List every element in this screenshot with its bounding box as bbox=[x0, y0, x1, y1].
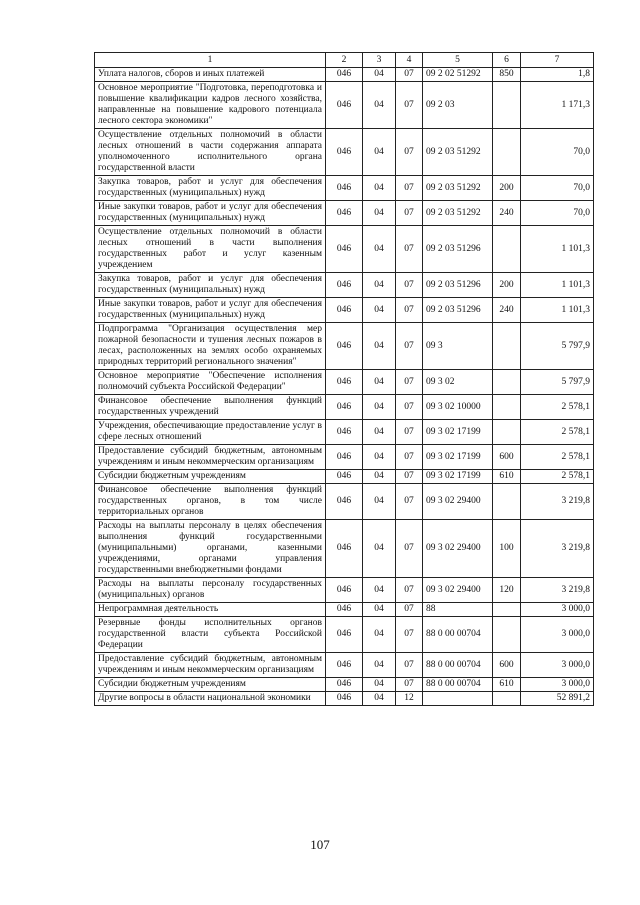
section-cell: 04 bbox=[363, 370, 396, 395]
subsection-cell: 07 bbox=[396, 578, 423, 603]
code-cell: 046 bbox=[326, 653, 363, 678]
section-cell: 04 bbox=[363, 578, 396, 603]
amount-cell: 1 171,3 bbox=[521, 82, 594, 129]
table-row bbox=[95, 520, 594, 578]
amount-cell: 3 000,0 bbox=[521, 678, 594, 692]
row-name-cell: Закупка товаров, работ и услуг для обеспечения государственных (муниципальных) нужд bbox=[95, 273, 326, 298]
table-row bbox=[95, 603, 594, 617]
expense-type-cell bbox=[493, 395, 521, 420]
expense-type-cell bbox=[493, 370, 521, 395]
expense-type-cell: 240 bbox=[493, 201, 521, 226]
subsection-cell: 07 bbox=[396, 68, 423, 82]
section-cell: 04 bbox=[363, 484, 396, 520]
code-cell: 046 bbox=[326, 129, 363, 176]
row-name-cell: Резервные фонды исполнительных органов государственной власти субъекта Российской Федерации bbox=[95, 617, 326, 653]
code-cell: 046 bbox=[326, 201, 363, 226]
section-cell: 04 bbox=[363, 470, 396, 484]
amount-cell: 1 101,3 bbox=[521, 273, 594, 298]
amount-cell: 70,0 bbox=[521, 201, 594, 226]
code-cell: 046 bbox=[326, 68, 363, 82]
amount-cell: 2 578,1 bbox=[521, 445, 594, 470]
subsection-cell: 07 bbox=[396, 129, 423, 176]
row-name-cell: Предоставление субсидий бюджетным, автономным учреждениям и иным некоммерческим организациям bbox=[95, 445, 326, 470]
amount-cell: 70,0 bbox=[521, 129, 594, 176]
expense-type-cell bbox=[493, 82, 521, 129]
amount-cell: 3 000,0 bbox=[521, 603, 594, 617]
subsection-cell: 07 bbox=[396, 273, 423, 298]
section-cell: 04 bbox=[363, 692, 396, 706]
subsection-cell: 07 bbox=[396, 445, 423, 470]
amount-cell: 1,8 bbox=[521, 68, 594, 82]
code-cell: 046 bbox=[326, 692, 363, 706]
target-article-cell: 09 3 02 29400 bbox=[423, 578, 493, 603]
column-header: 2 bbox=[326, 53, 363, 68]
target-article-cell: 88 bbox=[423, 603, 493, 617]
amount-cell: 52 891,2 bbox=[521, 692, 594, 706]
amount-cell: 1 101,3 bbox=[521, 226, 594, 273]
subsection-cell: 07 bbox=[396, 484, 423, 520]
table-header-row bbox=[95, 53, 594, 68]
code-cell: 046 bbox=[326, 323, 363, 370]
table-row bbox=[95, 653, 594, 678]
expense-type-cell: 100 bbox=[493, 520, 521, 578]
subsection-cell: 07 bbox=[396, 678, 423, 692]
target-article-cell: 09 2 03 51296 bbox=[423, 273, 493, 298]
row-name-cell: Закупка товаров, работ и услуг для обеспечения государственных (муниципальных) нужд bbox=[95, 176, 326, 201]
code-cell: 046 bbox=[326, 678, 363, 692]
expense-type-cell bbox=[493, 603, 521, 617]
row-name-cell: Иные закупки товаров, работ и услуг для обеспечения государственных (муниципальных) нужд bbox=[95, 298, 326, 323]
row-name-cell: Предоставление субсидий бюджетным, автономным учреждениям и иным некоммерческим организациям bbox=[95, 653, 326, 678]
code-cell: 046 bbox=[326, 82, 363, 129]
target-article-cell: 09 3 bbox=[423, 323, 493, 370]
section-cell: 04 bbox=[363, 678, 396, 692]
expense-type-cell: 240 bbox=[493, 298, 521, 323]
amount-cell: 3 000,0 bbox=[521, 653, 594, 678]
subsection-cell: 07 bbox=[396, 617, 423, 653]
section-cell: 04 bbox=[363, 323, 396, 370]
expense-type-cell bbox=[493, 323, 521, 370]
table-row bbox=[95, 370, 594, 395]
expense-type-cell: 600 bbox=[493, 445, 521, 470]
table-body bbox=[95, 68, 594, 706]
table-row bbox=[95, 298, 594, 323]
target-article-cell: 09 2 03 51292 bbox=[423, 176, 493, 201]
expense-type-cell: 610 bbox=[493, 470, 521, 484]
expense-type-cell: 200 bbox=[493, 273, 521, 298]
column-header: 7 bbox=[521, 53, 594, 68]
subsection-cell: 07 bbox=[396, 653, 423, 678]
amount-cell: 3 219,8 bbox=[521, 520, 594, 578]
row-name-cell: Осуществление отдельных полномочий в области лесных отношений в части содержания аппарата уполномоченного исполнительного органа государственной власти bbox=[95, 129, 326, 176]
expense-type-cell bbox=[493, 226, 521, 273]
table-row bbox=[95, 395, 594, 420]
code-cell: 046 bbox=[326, 617, 363, 653]
section-cell: 04 bbox=[363, 445, 396, 470]
expense-type-cell bbox=[493, 484, 521, 520]
amount-cell: 2 578,1 bbox=[521, 420, 594, 445]
subsection-cell: 07 bbox=[396, 470, 423, 484]
table-row bbox=[95, 201, 594, 226]
table-row bbox=[95, 470, 594, 484]
section-cell: 04 bbox=[363, 653, 396, 678]
code-cell: 046 bbox=[326, 273, 363, 298]
code-cell: 046 bbox=[326, 176, 363, 201]
target-article-cell: 09 2 02 51292 bbox=[423, 68, 493, 82]
target-article-cell: 09 3 02 10000 bbox=[423, 395, 493, 420]
subsection-cell: 07 bbox=[396, 520, 423, 578]
row-name-cell: Финансовое обеспечение выполнения функций государственных органов, в том числе территориальных органов bbox=[95, 484, 326, 520]
table-row bbox=[95, 226, 594, 273]
subsection-cell: 07 bbox=[396, 176, 423, 201]
amount-cell: 3 219,8 bbox=[521, 484, 594, 520]
expense-type-cell: 600 bbox=[493, 653, 521, 678]
expense-type-cell bbox=[493, 617, 521, 653]
target-article-cell: 88 0 00 00704 bbox=[423, 653, 493, 678]
table-row bbox=[95, 323, 594, 370]
target-article-cell: 09 2 03 51296 bbox=[423, 226, 493, 273]
column-header: 3 bbox=[363, 53, 396, 68]
row-name-cell: Подпрограмма "Организация осуществления мер пожарной безопасности и тушения лесных пожаров в лесах, расположенных на землях особо охраняемых природных территорий регионального значения" bbox=[95, 323, 326, 370]
column-header: 1 bbox=[95, 53, 326, 68]
subsection-cell: 12 bbox=[396, 692, 423, 706]
row-name-cell: Другие вопросы в области национальной экономики bbox=[95, 692, 326, 706]
section-cell: 04 bbox=[363, 420, 396, 445]
table-row bbox=[95, 129, 594, 176]
section-cell: 04 bbox=[363, 201, 396, 226]
row-name-cell: Непрограммная деятельность bbox=[95, 603, 326, 617]
subsection-cell: 07 bbox=[396, 420, 423, 445]
amount-cell: 2 578,1 bbox=[521, 395, 594, 420]
target-article-cell: 09 2 03 51296 bbox=[423, 298, 493, 323]
row-name-cell: Расходы на выплаты персоналу государственных (муниципальных) органов bbox=[95, 578, 326, 603]
budget-table bbox=[94, 52, 594, 706]
row-name-cell: Расходы на выплаты персоналу в целях обеспечения выполнения функций государственными (муниципальными) органами, казенными учреждениями, органами управления государственными внебюджетными фондами bbox=[95, 520, 326, 578]
section-cell: 04 bbox=[363, 129, 396, 176]
target-article-cell: 09 3 02 29400 bbox=[423, 520, 493, 578]
row-name-cell: Уплата налогов, сборов и иных платежей bbox=[95, 68, 326, 82]
code-cell: 046 bbox=[326, 603, 363, 617]
amount-cell: 3 000,0 bbox=[521, 617, 594, 653]
target-article-cell: 09 3 02 17199 bbox=[423, 420, 493, 445]
table-row bbox=[95, 445, 594, 470]
expense-type-cell bbox=[493, 420, 521, 445]
amount-cell: 3 219,8 bbox=[521, 578, 594, 603]
target-article-cell: 88 0 00 00704 bbox=[423, 678, 493, 692]
table-row bbox=[95, 420, 594, 445]
subsection-cell: 07 bbox=[396, 226, 423, 273]
subsection-cell: 07 bbox=[396, 298, 423, 323]
target-article-cell: 09 3 02 bbox=[423, 370, 493, 395]
section-cell: 04 bbox=[363, 273, 396, 298]
expense-type-cell: 200 bbox=[493, 176, 521, 201]
subsection-cell: 07 bbox=[396, 82, 423, 129]
target-article-cell: 09 2 03 51292 bbox=[423, 129, 493, 176]
target-article-cell: 09 3 02 29400 bbox=[423, 484, 493, 520]
subsection-cell: 07 bbox=[396, 201, 423, 226]
code-cell: 046 bbox=[326, 484, 363, 520]
section-cell: 04 bbox=[363, 603, 396, 617]
code-cell: 046 bbox=[326, 395, 363, 420]
row-name-cell: Иные закупки товаров, работ и услуг для обеспечения государственных (муниципальных) нужд bbox=[95, 201, 326, 226]
subsection-cell: 07 bbox=[396, 323, 423, 370]
code-cell: 046 bbox=[326, 298, 363, 323]
row-name-cell: Субсидии бюджетным учреждениям bbox=[95, 678, 326, 692]
table-row bbox=[95, 678, 594, 692]
table-row bbox=[95, 484, 594, 520]
row-name-cell: Осуществление отдельных полномочий в области лесных отношений в части выполнения государственных работ и услуг казенным учреждением bbox=[95, 226, 326, 273]
section-cell: 04 bbox=[363, 82, 396, 129]
code-cell: 046 bbox=[326, 520, 363, 578]
expense-type-cell: 610 bbox=[493, 678, 521, 692]
target-article-cell: 88 0 00 00704 bbox=[423, 617, 493, 653]
code-cell: 046 bbox=[326, 370, 363, 395]
expense-type-cell: 850 bbox=[493, 68, 521, 82]
code-cell: 046 bbox=[326, 445, 363, 470]
column-header: 4 bbox=[396, 53, 423, 68]
amount-cell: 70,0 bbox=[521, 176, 594, 201]
section-cell: 04 bbox=[363, 176, 396, 201]
table-row bbox=[95, 176, 594, 201]
row-name-cell: Финансовое обеспечение выполнения функций государственных учреждений bbox=[95, 395, 326, 420]
table-row bbox=[95, 68, 594, 82]
table-row bbox=[95, 82, 594, 129]
section-cell: 04 bbox=[363, 395, 396, 420]
target-article-cell: 09 2 03 51292 bbox=[423, 201, 493, 226]
column-header: 5 bbox=[423, 53, 493, 68]
row-name-cell: Учреждения, обеспечивающие предоставление услуг в сфере лесных отношений bbox=[95, 420, 326, 445]
amount-cell: 5 797,9 bbox=[521, 370, 594, 395]
row-name-cell: Основное мероприятие "Обеспечение исполнения полномочий субъекта Российской Федерации" bbox=[95, 370, 326, 395]
page-number: 107 bbox=[310, 837, 330, 852]
section-cell: 04 bbox=[363, 68, 396, 82]
table-row bbox=[95, 578, 594, 603]
expense-type-cell: 120 bbox=[493, 578, 521, 603]
row-name-cell: Основное мероприятие "Подготовка, переподготовка и повышение квалификации кадров лесного хозяйства, направленные на повышение кадрового потенциала лесного сектора экономики" bbox=[95, 82, 326, 129]
target-article-cell: 09 2 03 bbox=[423, 82, 493, 129]
target-article-cell: 09 3 02 17199 bbox=[423, 445, 493, 470]
target-article-cell bbox=[423, 692, 493, 706]
code-cell: 046 bbox=[326, 470, 363, 484]
amount-cell: 1 101,3 bbox=[521, 298, 594, 323]
code-cell: 046 bbox=[326, 578, 363, 603]
subsection-cell: 07 bbox=[396, 603, 423, 617]
row-name-cell: Субсидии бюджетным учреждениям bbox=[95, 470, 326, 484]
amount-cell: 5 797,9 bbox=[521, 323, 594, 370]
section-cell: 04 bbox=[363, 520, 396, 578]
section-cell: 04 bbox=[363, 617, 396, 653]
code-cell: 046 bbox=[326, 226, 363, 273]
target-article-cell: 09 3 02 17199 bbox=[423, 470, 493, 484]
column-header: 6 bbox=[493, 53, 521, 68]
section-cell: 04 bbox=[363, 298, 396, 323]
expense-type-cell bbox=[493, 129, 521, 176]
amount-cell: 2 578,1 bbox=[521, 470, 594, 484]
code-cell: 046 bbox=[326, 420, 363, 445]
subsection-cell: 07 bbox=[396, 370, 423, 395]
table-row bbox=[95, 273, 594, 298]
table-row bbox=[95, 617, 594, 653]
expense-type-cell bbox=[493, 692, 521, 706]
subsection-cell: 07 bbox=[396, 395, 423, 420]
section-cell: 04 bbox=[363, 226, 396, 273]
table-row bbox=[95, 692, 594, 706]
